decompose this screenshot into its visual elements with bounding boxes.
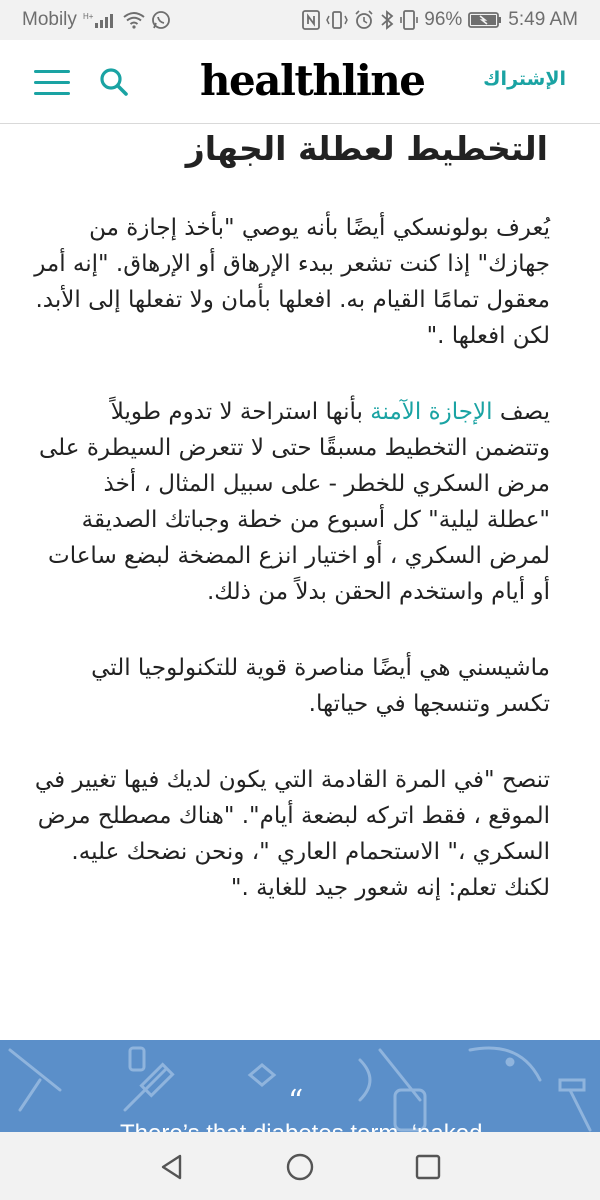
battery-icon bbox=[468, 11, 502, 29]
paragraph-text: يصف bbox=[492, 399, 550, 425]
nfc-icon bbox=[302, 10, 320, 30]
article-paragraph: تنصح "في المرة القادمة التي يكون لديك فيها تغيير في الموقع ، فقط اتركه لبضعة أيام". "هناك مصطلح مرض السكري ،" الاستحمام العاري "، ونحن نضحك عليه. لكنك تعلم: إنه شعور جيد للغاية ." bbox=[34, 767, 550, 901]
carrier-name: Mobily bbox=[22, 9, 77, 30]
whatsapp-icon bbox=[151, 10, 171, 30]
menu-icon[interactable] bbox=[34, 70, 70, 96]
vibrate-icon bbox=[326, 10, 348, 30]
bluetooth-icon bbox=[380, 10, 394, 30]
site-logo[interactable]: healthline bbox=[200, 56, 425, 105]
subscribe-link[interactable]: الإشتراك bbox=[483, 68, 566, 90]
battery-vibrate-icon bbox=[400, 9, 418, 31]
site-header bbox=[0, 40, 600, 124]
svg-text:H+: H+ bbox=[82, 12, 94, 21]
article-body bbox=[0, 124, 600, 1040]
status-bar bbox=[0, 0, 600, 40]
wifi-icon bbox=[123, 11, 145, 29]
pull-quote-banner bbox=[0, 1040, 600, 1132]
back-icon[interactable] bbox=[157, 1152, 187, 1182]
quote-mark: “ bbox=[288, 1084, 304, 1119]
clock-time: 5:49 AM bbox=[508, 9, 578, 30]
paragraph-text: بأنها استراحة لا تدوم طويلاً وتتضمن التخطيط مسبقًا حتى لا تتعرض السيطرة على مرض السكري للخطر - على سبيل المثال ، أخذ "عطلة ليلية" كل أسبوع من خطة وجباتك الصديقة لمرض السكري ، أو اختيار انزع المضخة لبضع ساعات أو أيام واستخدم الحقن بدلاً من ذلك. bbox=[39, 399, 550, 605]
search-icon[interactable] bbox=[98, 66, 130, 98]
recents-icon[interactable] bbox=[413, 1152, 443, 1182]
home-icon[interactable] bbox=[285, 1152, 315, 1182]
alarm-icon bbox=[354, 10, 374, 30]
system-nav-bar bbox=[0, 1132, 600, 1200]
battery-percent: 96% bbox=[424, 9, 463, 30]
section-heading: التخطيط لعطلة الجهاز bbox=[185, 129, 548, 168]
safe-vacation-link[interactable]: الإجازة الآمنة bbox=[370, 399, 493, 425]
article-paragraph: ماشيسني هي أيضًا مناصرة قوية للتكنولوجيا التي تكسر وتنسجها في حياتها. bbox=[91, 655, 550, 717]
article-paragraph: يُعرف بولونسكي أيضًا بأنه يوصي "بأخذ إجازة من جهازك" إذا كنت تشعر ببدء الإرهاق أو الإرهاق. "إنه أمر معقول تمامًا القيام به. افعلها بأمان ولا تفعلها إلى الأبد. لكن افعلها ." bbox=[34, 215, 550, 349]
signal-icon bbox=[83, 11, 117, 29]
article-paragraph bbox=[34, 394, 550, 610]
